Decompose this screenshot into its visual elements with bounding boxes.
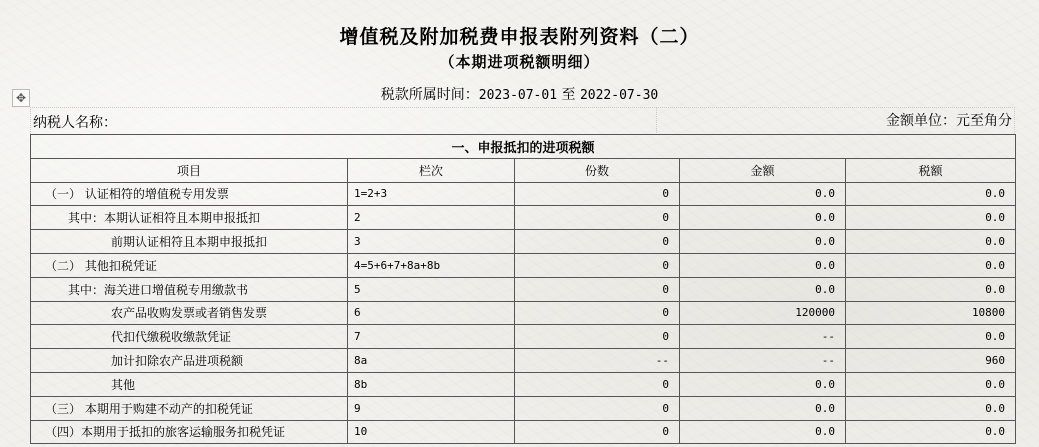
row-item-cell: 代扣代缴税收缴款凭证 bbox=[31, 325, 348, 349]
row-count-cell: 0 bbox=[515, 253, 680, 277]
table-row bbox=[31, 230, 1016, 254]
move-arrows-icon[interactable]: ✥ bbox=[12, 89, 30, 107]
row-tax-cell: 0.0 bbox=[846, 182, 1016, 206]
row-item-cell: 加计扣除农产品进项税额 bbox=[31, 349, 348, 373]
row-amount-cell: 0.0 bbox=[680, 420, 846, 444]
row-count-cell: 0 bbox=[515, 182, 680, 206]
row-count-cell: 0 bbox=[515, 230, 680, 254]
row-item-cell: 农产品收购发票或者销售发票 bbox=[31, 301, 348, 325]
row-tax-cell: 0.0 bbox=[846, 372, 1016, 396]
table-row bbox=[31, 182, 1016, 206]
table-row bbox=[31, 206, 1016, 230]
table-row bbox=[31, 301, 1016, 325]
period-end: 2022-07-30 bbox=[579, 88, 659, 103]
row-item-cell: 其中：本期认证相符且本期申报抵扣 bbox=[31, 206, 348, 230]
table-row bbox=[31, 277, 1016, 301]
row-tax-cell: 0.0 bbox=[846, 420, 1016, 444]
taxpayer-name-label: 纳税人名称： bbox=[33, 115, 117, 131]
row-line-cell: 1=2+3 bbox=[348, 182, 515, 206]
row-amount-cell: 0.0 bbox=[680, 206, 846, 230]
row-tax-cell: 0.0 bbox=[846, 206, 1016, 230]
row-amount-cell: 0.0 bbox=[680, 396, 846, 420]
row-tax-cell: 0.0 bbox=[846, 230, 1016, 254]
table-row bbox=[31, 396, 1016, 420]
row-line-cell: 3 bbox=[348, 230, 515, 254]
row-item-cell: （二） 其他扣税凭证 bbox=[31, 253, 348, 277]
row-amount-cell: 0.0 bbox=[680, 372, 846, 396]
column-header-item: 项目 bbox=[31, 158, 348, 182]
row-line-cell: 8b bbox=[348, 372, 515, 396]
form-title: 增值税及附加税费申报表附列资料（二） bbox=[339, 26, 700, 48]
row-line-cell: 7 bbox=[348, 325, 515, 349]
column-header-line: 栏次 bbox=[348, 158, 515, 182]
row-count-cell: 0 bbox=[515, 420, 680, 444]
row-item-cell: （三） 本期用于购建不动产的扣税凭证 bbox=[31, 396, 348, 420]
row-amount-cell: -- bbox=[680, 349, 846, 373]
row-line-cell: 10 bbox=[348, 420, 515, 444]
row-tax-cell: 0.0 bbox=[846, 253, 1016, 277]
row-tax-cell: 0.0 bbox=[846, 277, 1016, 301]
amount-unit-label: 金额单位：元至角分 bbox=[886, 113, 1012, 129]
row-item-cell: （一） 认证相符的增值税专用发票 bbox=[31, 182, 348, 206]
row-amount-cell: 0.0 bbox=[680, 230, 846, 254]
row-tax-cell: 0.0 bbox=[846, 396, 1016, 420]
tax-period bbox=[0, 84, 1039, 104]
table-row bbox=[31, 325, 1016, 349]
row-item-cell: 其他 bbox=[31, 372, 348, 396]
input-tax-table bbox=[30, 134, 1016, 444]
row-amount-cell: 0.0 bbox=[680, 182, 846, 206]
row-line-cell: 9 bbox=[348, 396, 515, 420]
row-count-cell: 0 bbox=[515, 277, 680, 301]
column-header-count: 份数 bbox=[515, 158, 680, 182]
column-header-amount: 金额 bbox=[680, 158, 846, 182]
period-start: 2023-07-01 bbox=[478, 88, 558, 103]
column-header-tax: 税额 bbox=[846, 158, 1016, 182]
table-row bbox=[31, 253, 1016, 277]
table-row bbox=[31, 372, 1016, 396]
section-title: 一、申报抵扣的进项税额 bbox=[31, 135, 1016, 159]
period-to: 至 bbox=[561, 87, 576, 103]
row-item-cell: 前期认证相符且本期申报抵扣 bbox=[31, 230, 348, 254]
table-row bbox=[31, 349, 1016, 373]
row-tax-cell: 0.0 bbox=[846, 325, 1016, 349]
row-amount-cell: 120000 bbox=[680, 301, 846, 325]
row-count-cell: 0 bbox=[515, 325, 680, 349]
row-count-cell: 0 bbox=[515, 396, 680, 420]
row-count-cell: 0 bbox=[515, 372, 680, 396]
row-item-cell: （四）本期用于抵扣的旅客运输服务扣税凭证 bbox=[31, 420, 348, 444]
row-line-cell: 2 bbox=[348, 206, 515, 230]
row-count-cell: 0 bbox=[515, 301, 680, 325]
column-header-row bbox=[31, 158, 1016, 182]
row-line-cell: 6 bbox=[348, 301, 515, 325]
row-item-cell: 其中：海关进口增值税专用缴款书 bbox=[31, 277, 348, 301]
row-amount-cell: -- bbox=[680, 325, 846, 349]
row-count-cell: 0 bbox=[515, 206, 680, 230]
row-line-cell: 8a bbox=[348, 349, 515, 373]
row-amount-cell: 0.0 bbox=[680, 277, 846, 301]
period-label: 税款所属时间： bbox=[380, 87, 479, 103]
row-tax-cell: 960 bbox=[846, 349, 1016, 373]
row-line-cell: 5 bbox=[348, 277, 515, 301]
header-guide-lines bbox=[30, 107, 1015, 134]
row-tax-cell: 10800 bbox=[846, 301, 1016, 325]
row-count-cell: -- bbox=[515, 349, 680, 373]
table-row bbox=[31, 420, 1016, 444]
form-subtitle: （本期进项税额明细） bbox=[439, 53, 600, 71]
row-amount-cell: 0.0 bbox=[680, 253, 846, 277]
row-line-cell: 4=5+6+7+8a+8b bbox=[348, 253, 515, 277]
